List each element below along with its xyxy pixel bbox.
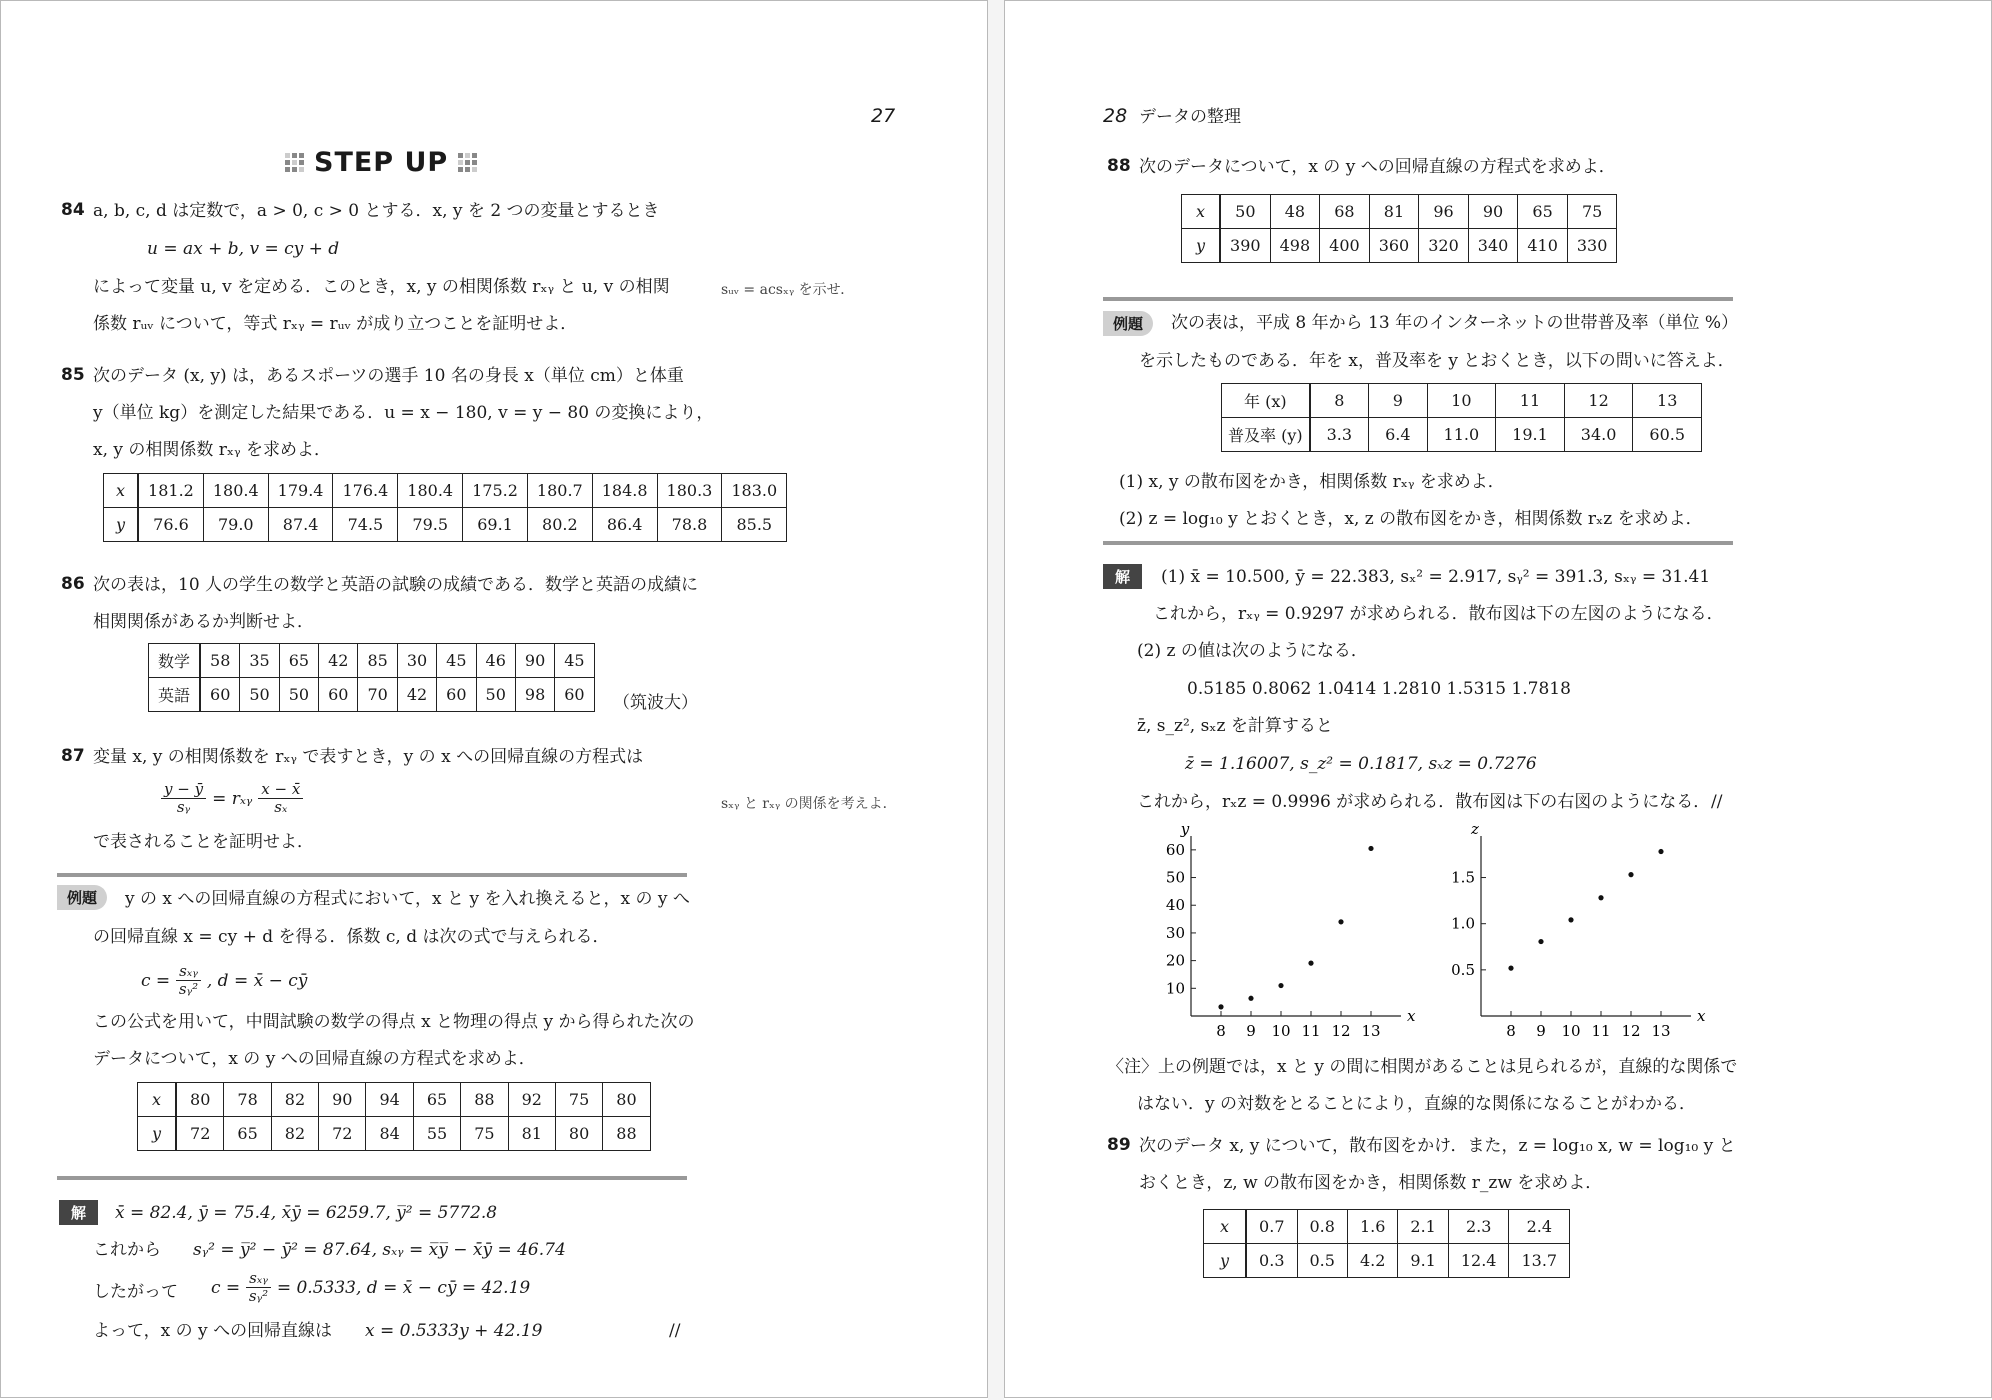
table-cell: 58 — [200, 644, 240, 678]
example-tag: 例題 — [1103, 311, 1153, 336]
table-cell: 90 — [319, 1083, 366, 1117]
step-up-heading — [285, 147, 477, 178]
fraction — [246, 1270, 271, 1305]
table-cell: 65 — [1518, 195, 1568, 229]
row-label: y — [138, 1117, 177, 1151]
x-tick-label: 9 — [1536, 1022, 1546, 1040]
problem-87-line3: で表されることを証明せよ． — [93, 832, 314, 852]
example-line1: 次の表は，平成 8 年から 13 年のインターネットの世帯普及率（単位 %） — [1171, 313, 1739, 333]
x-tick-label: 12 — [1331, 1022, 1351, 1040]
solution-line5: z̄, s_z², sₓz を計算すると — [1137, 716, 1333, 736]
table-row — [1182, 195, 1617, 229]
scatter-chart-xy — [1135, 821, 1425, 1041]
formula-text: = 0.5333, d = x̄ − cȳ = 42.19 — [276, 1277, 531, 1298]
table-cell: 94 — [366, 1083, 413, 1117]
y-tick-label: 1.0 — [1451, 914, 1475, 933]
data-point — [1598, 895, 1603, 900]
table-cell: 86.4 — [592, 508, 657, 542]
table-row — [1222, 384, 1702, 418]
fraction-numerator: y − ȳ — [161, 781, 206, 799]
table-cell: 70 — [358, 678, 397, 712]
table-cell: 10 — [1427, 384, 1496, 418]
data-point — [1538, 939, 1543, 944]
solution-line1: (1) x̄ = 10.500, ȳ = 22.383, sₓ² = 2.917, sᵧ² = 391.3, sₓᵧ = 31.41 — [1161, 567, 1711, 587]
data-point — [1658, 849, 1663, 854]
table-row — [104, 508, 787, 542]
scatter-chart-xz — [1425, 821, 1745, 1041]
solution-line6: z̄ = 1.16007, s_z² = 0.1817, sₓz = 0.7276 — [1185, 754, 1537, 774]
table-cell: 60 — [319, 678, 358, 712]
fraction — [161, 781, 206, 816]
problem-86-source: （筑波大） — [613, 693, 698, 713]
table-cell: 181.2 — [138, 474, 203, 508]
problem-85-line1: 次のデータ (x, y) は，あるスポーツの選手 10 名の身長 x（単位 cm）と体重 — [93, 366, 684, 386]
note-line1: 〈注〉上の例題では，x と y の間に相関があることは見られるが，直線的な関係で — [1107, 1057, 1738, 1077]
solution-line2: sᵧ² = y̅² − ȳ² = 87.64, sₓᵧ = x̅y̅ − x̄ȳ = 46.74 — [193, 1240, 566, 1260]
dots-ornament-left — [285, 153, 304, 172]
problem-87-number: 87 — [61, 746, 85, 766]
fraction-denominator: sᵧ² — [178, 980, 199, 998]
problem-84-number: 84 — [61, 200, 85, 220]
example-line5: データについて，x の y への回帰直線の方程式を求めよ． — [93, 1049, 536, 1069]
problem-85-number: 85 — [61, 365, 85, 385]
table-cell: 340 — [1468, 229, 1518, 263]
row-label: y — [1182, 229, 1221, 263]
problem-89-table — [1203, 1209, 1570, 1278]
table-cell: 78.8 — [657, 508, 722, 542]
y-tick-label: 40 — [1165, 896, 1185, 915]
table-cell: 180.3 — [657, 474, 722, 508]
table-row — [1222, 418, 1702, 452]
row-label: x — [104, 474, 139, 508]
problem-87-line1: 変量 x, y の相関係数を rₓᵧ で表すとき，y の x への回帰直線の方程式は — [93, 747, 644, 767]
problem-89-number: 89 — [1107, 1135, 1131, 1155]
problem-87-formula — [161, 781, 303, 816]
problem-88-number: 88 — [1107, 156, 1131, 176]
step-up-title: STEP UP — [314, 147, 449, 178]
data-point — [1218, 1004, 1223, 1009]
data-point — [1308, 961, 1313, 966]
problem-86-line1: 次の表は，10 人の学生の数学と英語の試験の成績である．数学と英語の成績に — [93, 575, 699, 595]
page-number: 27 — [871, 105, 896, 127]
y-axis-label: z — [1471, 821, 1479, 838]
table-row — [149, 678, 595, 712]
problem-86-number: 86 — [61, 574, 85, 594]
solution-tag: 解 — [1103, 564, 1142, 589]
table-cell: 75 — [461, 1117, 508, 1151]
y-axis-label: y — [1180, 821, 1190, 838]
table-cell: 2.1 — [1398, 1210, 1448, 1244]
table-cell: 50 — [279, 678, 318, 712]
page-28 — [1004, 0, 1992, 1398]
y-tick-label: 50 — [1165, 868, 1185, 887]
example-question-1: (1) x, y の散布図をかき，相関係数 rₓᵧ を求めよ． — [1119, 472, 1505, 492]
problem-85-line2: y（単位 kg）を測定した結果である．u = x − 180, v = y − 80 の変換により， — [93, 403, 714, 423]
x-tick-label: 10 — [1271, 1022, 1291, 1040]
table-cell: 498 — [1270, 229, 1320, 263]
table-cell: 0.3 — [1246, 1244, 1297, 1278]
table-cell: 88 — [603, 1117, 650, 1151]
problem-86-table — [148, 643, 595, 712]
formula-text: , d = x̄ − cȳ — [206, 970, 308, 991]
formula-text: = rₓᵧ — [212, 788, 253, 809]
table-cell: 9.1 — [1398, 1244, 1448, 1278]
example-tag: 例題 — [57, 885, 107, 910]
section-rule — [1103, 541, 1733, 545]
solution-z-values: 0.5185 0.8062 1.0414 1.2810 1.5315 1.7818 — [1187, 679, 1571, 699]
table-row — [1182, 229, 1617, 263]
page-27 — [0, 0, 988, 1398]
row-label: 普及率 (y) — [1222, 418, 1310, 452]
problem-88-line1: 次のデータについて，x の y への回帰直線の方程式を求めよ． — [1139, 157, 1616, 177]
table-cell: 2.4 — [1509, 1210, 1570, 1244]
data-point — [1338, 919, 1343, 924]
x-tick-label: 10 — [1561, 1022, 1581, 1040]
table-cell: 78 — [224, 1083, 271, 1117]
table-cell: 320 — [1419, 229, 1469, 263]
example-formula — [141, 963, 307, 998]
table-cell: 96 — [1419, 195, 1469, 229]
problem-87-hint: sₓᵧ と rₓᵧ の関係を考えよ． — [721, 796, 897, 812]
fraction-denominator: sᵧ — [176, 798, 191, 816]
table-cell: 60 — [200, 678, 240, 712]
table-cell: 13 — [1633, 384, 1702, 418]
x-axis-label: x — [1407, 1007, 1416, 1025]
table-cell: 3.3 — [1310, 418, 1369, 452]
fraction-denominator: sₓ — [274, 798, 288, 816]
fraction — [258, 781, 303, 816]
table-cell: 180.7 — [527, 474, 592, 508]
example-question-2: (2) z = log₁₀ y とおくとき，x, z の散布図をかき，相関係数 rₓz を求めよ． — [1119, 509, 1703, 529]
table-cell: 65 — [413, 1083, 460, 1117]
y-tick-label: 10 — [1165, 979, 1185, 998]
fraction — [176, 963, 201, 998]
solution-line1: x̄ = 82.4, ȳ = 75.4, x̄ȳ = 6259.7, y̅² = 5772.8 — [115, 1203, 498, 1223]
solution-line4-label: よって，x の y への回帰直線は — [93, 1321, 333, 1341]
x-tick-label: 12 — [1621, 1022, 1641, 1040]
solution-line2-label: これから — [93, 1240, 161, 1260]
data-point — [1278, 983, 1283, 988]
problem-84-line4: 係数 rᵤᵥ について，等式 rₓᵧ = rᵤᵥ が成り立つことを証明せよ． — [93, 314, 578, 334]
x-tick-label: 13 — [1361, 1022, 1381, 1040]
table-cell: 65 — [224, 1117, 271, 1151]
table-cell: 4.2 — [1347, 1244, 1397, 1278]
table-cell: 81 — [508, 1117, 555, 1151]
solution-line2: これから，rₓᵧ = 0.9297 が求められる．散布図は下の左図のようになる． — [1153, 604, 1724, 624]
table-row — [138, 1083, 651, 1117]
table-cell: 11.0 — [1427, 418, 1496, 452]
x-tick-label: 8 — [1506, 1022, 1516, 1040]
problem-84-hint: sᵤᵥ = acsₓᵧ を示せ． — [721, 282, 855, 298]
table-cell: 90 — [515, 644, 554, 678]
table-row — [104, 474, 787, 508]
table-row — [138, 1117, 651, 1151]
table-cell: 72 — [319, 1117, 366, 1151]
table-cell: 330 — [1567, 229, 1617, 263]
y-tick-label: 20 — [1165, 951, 1185, 970]
row-label: 数学 — [149, 644, 201, 678]
example-line1: y の x への回帰直線の方程式において，x と y を入れ換えると，x の y へ — [125, 889, 690, 909]
problem-85-line3: x, y の相関係数 rₓᵧ を求めよ． — [93, 440, 331, 460]
problem-85-table — [103, 473, 787, 542]
table-cell: 60 — [555, 678, 594, 712]
table-cell: 88 — [461, 1083, 508, 1117]
formula-text: c = — [141, 970, 171, 991]
table-cell: 42 — [319, 644, 358, 678]
solution-tag: 解 — [59, 1200, 98, 1225]
table-cell: 82 — [271, 1117, 318, 1151]
table-cell: 360 — [1369, 229, 1419, 263]
table-cell: 85.5 — [722, 508, 787, 542]
table-cell: 79.5 — [398, 508, 463, 542]
table-cell: 82 — [271, 1083, 318, 1117]
table-cell: 48 — [1270, 195, 1320, 229]
table-cell: 46 — [476, 644, 515, 678]
example-line4: この公式を用いて，中間試験の数学の得点 x と物理の得点 y から得られた次の — [93, 1012, 695, 1032]
fraction-numerator: x − x̄ — [258, 781, 303, 799]
table-cell: 0.8 — [1297, 1210, 1347, 1244]
table-cell: 2.3 — [1448, 1210, 1509, 1244]
table-cell: 87.4 — [268, 508, 333, 542]
table-cell: 55 — [413, 1117, 460, 1151]
table-cell: 0.5 — [1297, 1244, 1347, 1278]
x-tick-label: 9 — [1246, 1022, 1256, 1040]
table-cell: 12.4 — [1448, 1244, 1509, 1278]
problem-89-line2: おくとき，z, w の散布図をかき，相関係数 r_zw を求めよ． — [1139, 1173, 1603, 1193]
table-cell: 50 — [1220, 195, 1270, 229]
x-axis-label: x — [1697, 1007, 1706, 1025]
table-cell: 79.0 — [203, 508, 268, 542]
solution-line3: (2) z の値は次のようになる． — [1137, 641, 1368, 661]
table-cell: 65 — [279, 644, 318, 678]
table-cell: 75 — [555, 1083, 602, 1117]
table-cell: 184.8 — [592, 474, 657, 508]
problem-84-line1: a, b, c, d は定数で，a > 0, c > 0 とする．x, y を 2 つの変量とするとき — [93, 201, 660, 221]
row-label: x — [138, 1083, 177, 1117]
row-label: y — [104, 508, 139, 542]
solution-line3 — [211, 1270, 530, 1305]
table-cell: 76.6 — [138, 508, 203, 542]
data-point — [1368, 846, 1373, 851]
table-cell: 6.4 — [1369, 418, 1427, 452]
table-cell: 92 — [508, 1083, 555, 1117]
table-cell: 90 — [1468, 195, 1518, 229]
table-cell: 60.5 — [1633, 418, 1702, 452]
row-label: x — [1182, 195, 1221, 229]
table-cell: 11 — [1496, 384, 1565, 418]
table-cell: 68 — [1320, 195, 1370, 229]
table-row — [149, 644, 595, 678]
table-cell: 72 — [176, 1117, 224, 1151]
section-rule — [57, 1176, 687, 1180]
y-tick-label: 30 — [1165, 923, 1185, 942]
example-table — [1221, 383, 1702, 452]
dots-ornament-right — [458, 153, 477, 172]
table-cell: 12 — [1564, 384, 1633, 418]
row-label: y — [1204, 1244, 1247, 1278]
table-cell: 410 — [1518, 229, 1568, 263]
formula-text: c = — [211, 1277, 241, 1298]
table-cell: 179.4 — [268, 474, 333, 508]
problem-89-line1: 次のデータ x, y について，散布図をかけ．また，z = log₁₀ x, w = log₁₀ y と — [1139, 1136, 1736, 1156]
table-cell: 0.7 — [1246, 1210, 1297, 1244]
table-cell: 81 — [1369, 195, 1419, 229]
fraction-denominator: sᵧ² — [248, 1287, 269, 1305]
solution-line3-label: したがって — [93, 1282, 178, 1302]
table-cell: 69.1 — [463, 508, 528, 542]
example-line2: を示したものである．年を x，普及率を y とおくとき，以下の問いに答えよ． — [1139, 351, 1735, 371]
y-tick-label: 1.5 — [1451, 868, 1475, 887]
table-cell: 45 — [437, 644, 476, 678]
end-mark: // — [669, 1321, 681, 1341]
x-tick-label: 8 — [1216, 1022, 1226, 1040]
example-line2: の回帰直線 x = cy + d を得る．係数 c, d は次の式で与えられる． — [93, 927, 610, 947]
solution-line4: x = 0.5333y + 42.19 — [365, 1321, 543, 1341]
table-cell: 180.4 — [203, 474, 268, 508]
table-cell: 35 — [240, 644, 279, 678]
table-cell: 80.2 — [527, 508, 592, 542]
x-tick-label: 13 — [1651, 1022, 1671, 1040]
table-cell: 80 — [555, 1117, 602, 1151]
table-cell: 80 — [603, 1083, 650, 1117]
end-mark: // — [1711, 792, 1723, 812]
y-tick-label: 0.5 — [1451, 960, 1475, 979]
table-cell: 45 — [555, 644, 594, 678]
table-cell: 13.7 — [1509, 1244, 1570, 1278]
page-gutter — [988, 0, 1004, 1400]
table-cell: 400 — [1320, 229, 1370, 263]
fraction-numerator: sₓᵧ — [246, 1270, 271, 1288]
example-table — [137, 1082, 651, 1151]
table-cell: 98 — [515, 678, 554, 712]
page-number: 28 — [1103, 105, 1128, 127]
table-row — [1204, 1244, 1570, 1278]
problem-84-formula: u = ax + b, v = cy + d — [147, 239, 340, 259]
x-tick-label: 11 — [1301, 1022, 1321, 1040]
section-rule — [1103, 297, 1733, 301]
table-cell: 1.6 — [1347, 1210, 1397, 1244]
table-cell: 183.0 — [722, 474, 787, 508]
section-rule — [57, 873, 687, 877]
problem-88-table — [1181, 194, 1617, 263]
y-tick-label: 60 — [1165, 840, 1185, 859]
table-cell: 176.4 — [333, 474, 398, 508]
table-cell: 84 — [366, 1117, 413, 1151]
running-header: データの整理 — [1139, 107, 1241, 127]
data-point — [1628, 872, 1633, 877]
table-cell: 60 — [437, 678, 476, 712]
table-cell: 74.5 — [333, 508, 398, 542]
note-line2: はない．y の対数をとることにより，直線的な関係になることがわかる． — [1137, 1094, 1697, 1114]
table-cell: 390 — [1220, 229, 1270, 263]
row-label: x — [1204, 1210, 1247, 1244]
table-cell: 8 — [1310, 384, 1369, 418]
row-label: 英語 — [149, 678, 201, 712]
data-point — [1508, 966, 1513, 971]
data-point — [1248, 996, 1253, 1001]
data-point — [1568, 917, 1573, 922]
table-cell: 80 — [176, 1083, 224, 1117]
table-cell: 75 — [1567, 195, 1617, 229]
table-cell: 19.1 — [1496, 418, 1565, 452]
solution-line7: これから，rₓz = 0.9996 が求められる．散布図は下の右図のようになる． — [1137, 792, 1711, 812]
table-cell: 42 — [397, 678, 436, 712]
table-cell: 34.0 — [1564, 418, 1633, 452]
table-cell: 30 — [397, 644, 436, 678]
fraction-numerator: sₓᵧ — [176, 963, 201, 981]
row-label: 年 (x) — [1222, 384, 1310, 418]
table-cell: 50 — [476, 678, 515, 712]
table-row — [1204, 1210, 1570, 1244]
table-cell: 175.2 — [463, 474, 528, 508]
table-cell: 9 — [1369, 384, 1427, 418]
problem-84-line3: によって変量 u, v を定める．このとき，x, y の相関係数 rₓᵧ と u, v の相関 — [93, 277, 670, 297]
table-cell: 85 — [358, 644, 397, 678]
table-cell: 50 — [240, 678, 279, 712]
problem-86-line2: 相関関係があるか判断せよ． — [93, 612, 314, 632]
table-cell: 180.4 — [398, 474, 463, 508]
x-tick-label: 11 — [1591, 1022, 1611, 1040]
